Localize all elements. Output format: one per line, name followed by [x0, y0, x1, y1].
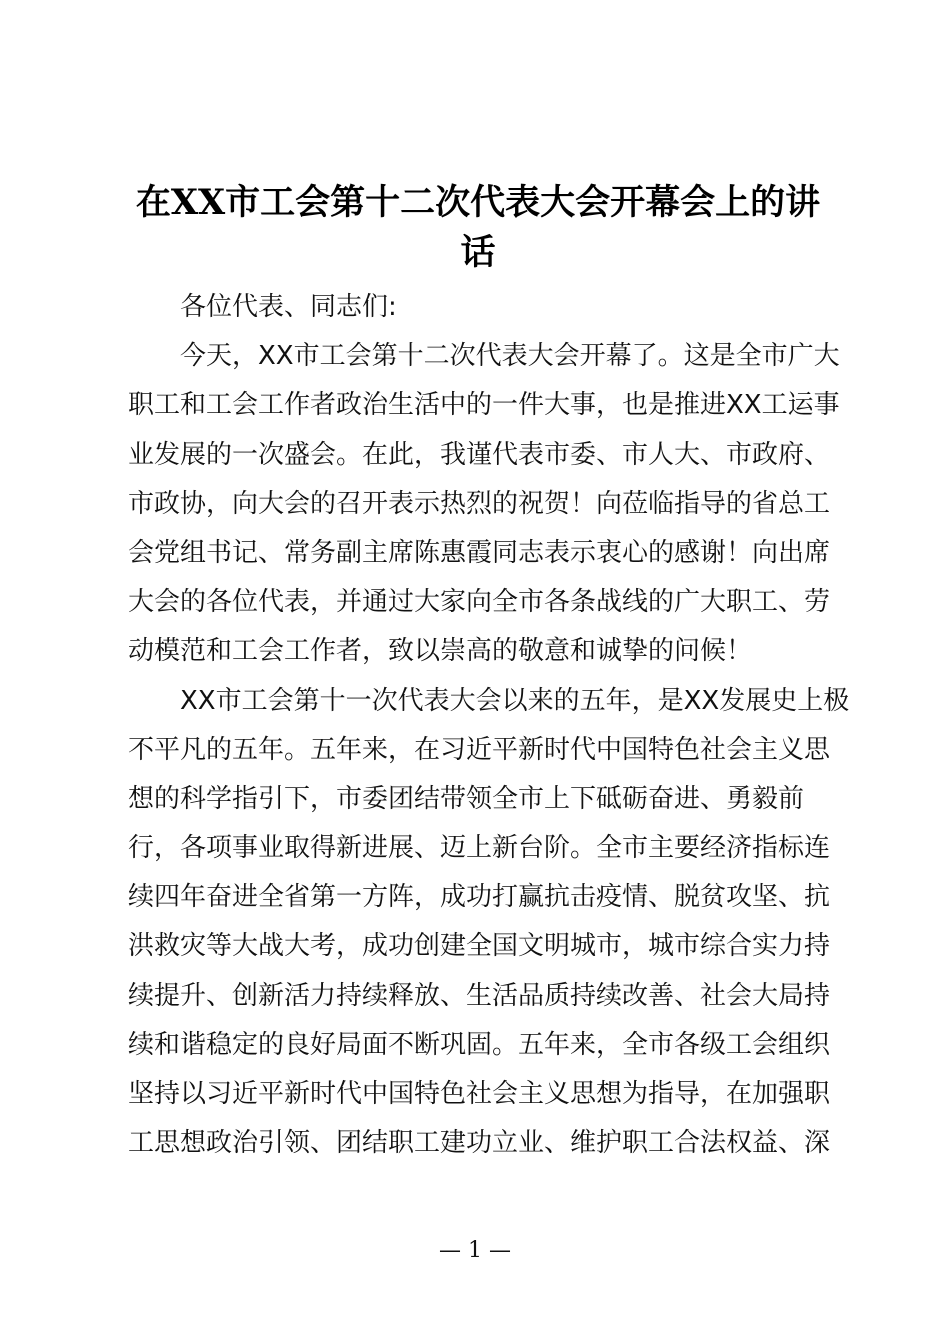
paragraph-review: [128, 677, 850, 1169]
text-line: 想的科学指引下，市委团结带领全市上下砥砺奋进、勇毅前: [128, 783, 805, 814]
paragraph-opening: [128, 332, 840, 676]
text-line: 大会的各位代表，并通过大家向全市各条战线的广大职工、劳: [128, 587, 831, 618]
text-line: XX市工会第十一次代表大会以来的五年，是XX发展史上极: [180, 685, 850, 716]
text-line: 续四年奋进全省第一方阵，成功打赢抗击疫情、脱贫攻坚、抗: [128, 882, 831, 913]
text-line: 工思想政治引领、团结职工建功立业、维护职工合法权益、深: [128, 1128, 831, 1159]
text-line: 续和谐稳定的良好局面不断巩固。五年来，全市各级工会组织: [128, 1029, 831, 1060]
salutation-line: 各位代表、同志们:: [180, 292, 397, 322]
document-title: [128, 178, 828, 278]
text-line: 行，各项事业取得新进展、迈上新台阶。全市主要经济指标连: [128, 833, 831, 864]
title-line-1: 在XX市工会第十二次代表大会开幕会上的讲: [135, 182, 821, 223]
text-line: 动模范和工会工作者，致以崇高的敬意和诚挚的问候！: [128, 636, 753, 667]
text-line: 续提升、创新活力持续释放、生活品质持续改善、社会大局持: [128, 980, 831, 1011]
text-line: 职工和工会工作者政治生活中的一件大事，也是推进XX工运事: [128, 390, 840, 421]
text-line: 洪救灾等大战大考，成功创建全国文明城市，城市综合实力持: [128, 931, 831, 962]
text-line: 业发展的一次盛会。在此，我谨代表市委、市人大、市政府、: [128, 439, 831, 470]
text-line: 会党组书记、常务副主席陈惠霞同志表示衷心的感谢！向出席: [128, 537, 831, 568]
document-body: [128, 283, 850, 1168]
text-line: 不平凡的五年。五年来，在习近平新时代中国特色社会主义思: [128, 734, 831, 765]
text-line: 坚持以习近平新时代中国特色社会主义思想为指导，在加强职: [128, 1079, 831, 1109]
salutation-paragraph: [128, 283, 828, 332]
page-number: — 1 —: [439, 1238, 511, 1263]
text-line: 今天，XX市工会第十二次代表大会开幕了。这是全市广大: [180, 341, 840, 372]
text-line: 市政协，向大会的召开表示热烈的祝贺！向莅临指导的省总工: [128, 488, 831, 519]
title-line-2: 话: [460, 232, 496, 273]
